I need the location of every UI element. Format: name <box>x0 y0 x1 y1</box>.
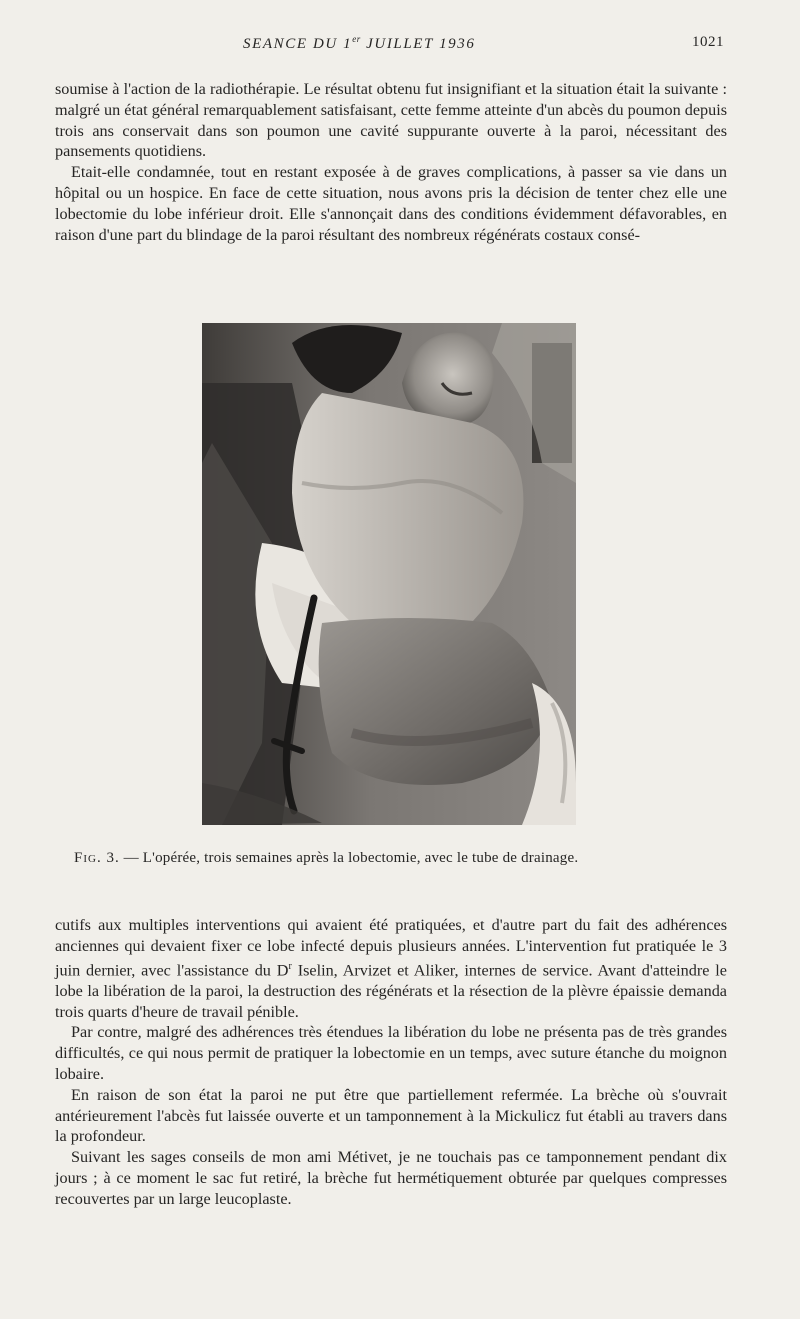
page-number: 1021 <box>692 34 724 50</box>
figure-caption-text: — L'opérée, trois semaines après la lobectomie, avec le tube de drainage. <box>123 850 579 866</box>
running-title-end: JUILLET 1936 <box>366 36 476 52</box>
paragraph-1: soumise à l'action de la radiothérapie. Le résultat obtenu fut insignifiant et la situation était la suivante : malgré un état général remarquablement satisfaisant, cette femme atteinte d'un abcès du poumon depuis trois ans conservait dans son poumon une cavité suppurante ouverte à la paroi, nécessitant des pansements quotidiens. <box>55 80 727 161</box>
body-text-bottom <box>55 915 727 1210</box>
paragraph-2: Etait-elle condamnée, tout en restant exposée à de graves complications, à passer sa vie dans un hôpital ou un hospice. En face de cette situation, nous avons pris la décision de tenter chez elle une lobectomie du lobe inférieur droit. Elle s'annonçait dans des conditions évidemment défavorables, en raison d'une part du blindage de la paroi résultant des nombreux régénérats costaux consé- <box>55 163 727 244</box>
paragraph-3-start: cutifs aux multiples interventions qui avaient été pratiquées, et d'autre part du fait des adhérences anciennes qui devaient fixer ce lobe infecté depuis plusieurs années. L'intervention fut pratiquée le 3 juin dernier, avec l'assistance du D <box>55 916 727 979</box>
doctor-abbrev-superscript: r <box>288 960 292 972</box>
paragraph-3-end: Iselin, Arvizet et Aliker, internes de service. Avant d'atteindre le lobe la libération de la paroi, la destruction des régénérats et la résection de la plèvre épaissie demanda trois quarts d'heure de travail pénible. <box>55 960 727 1021</box>
figure-label: Fig. 3. <box>74 850 120 866</box>
paragraph-6: Suivant les sages conseils de mon ami Métivet, je ne touchais pas ce tamponnement pendant dix jours ; à ce moment le sac fut retiré, la brèche fut hermétiquement obturée par quelques compresses recouvertes par un large leucoplaste. <box>55 1148 727 1208</box>
patient-photograph <box>202 323 576 825</box>
paragraph-5: En raison de son état la paroi ne put être que partiellement refermée. La brèche où s'ouvrait antérieurement l'abcès fut laissée ouverte et un tamponnement à la Mickulicz fut établi au travers dans la profondeur. <box>55 1085 727 1146</box>
running-head <box>0 34 800 54</box>
figure-photograph <box>202 323 576 825</box>
paragraph-3 <box>55 915 727 1022</box>
running-title-start: SEANCE DU 1 <box>243 36 353 52</box>
running-title-superscript: er <box>352 34 361 44</box>
running-title <box>243 34 475 53</box>
figure-caption <box>74 850 734 867</box>
paragraph-4: Par contre, malgré des adhérences très étendues la libération du lobe ne présenta pas de très grandes difficultés, ce qui nous permit de pratiquer la lobectomie en un temps, avec suture étanche du moignon lobaire. <box>55 1023 727 1083</box>
body-text-top <box>55 79 727 245</box>
